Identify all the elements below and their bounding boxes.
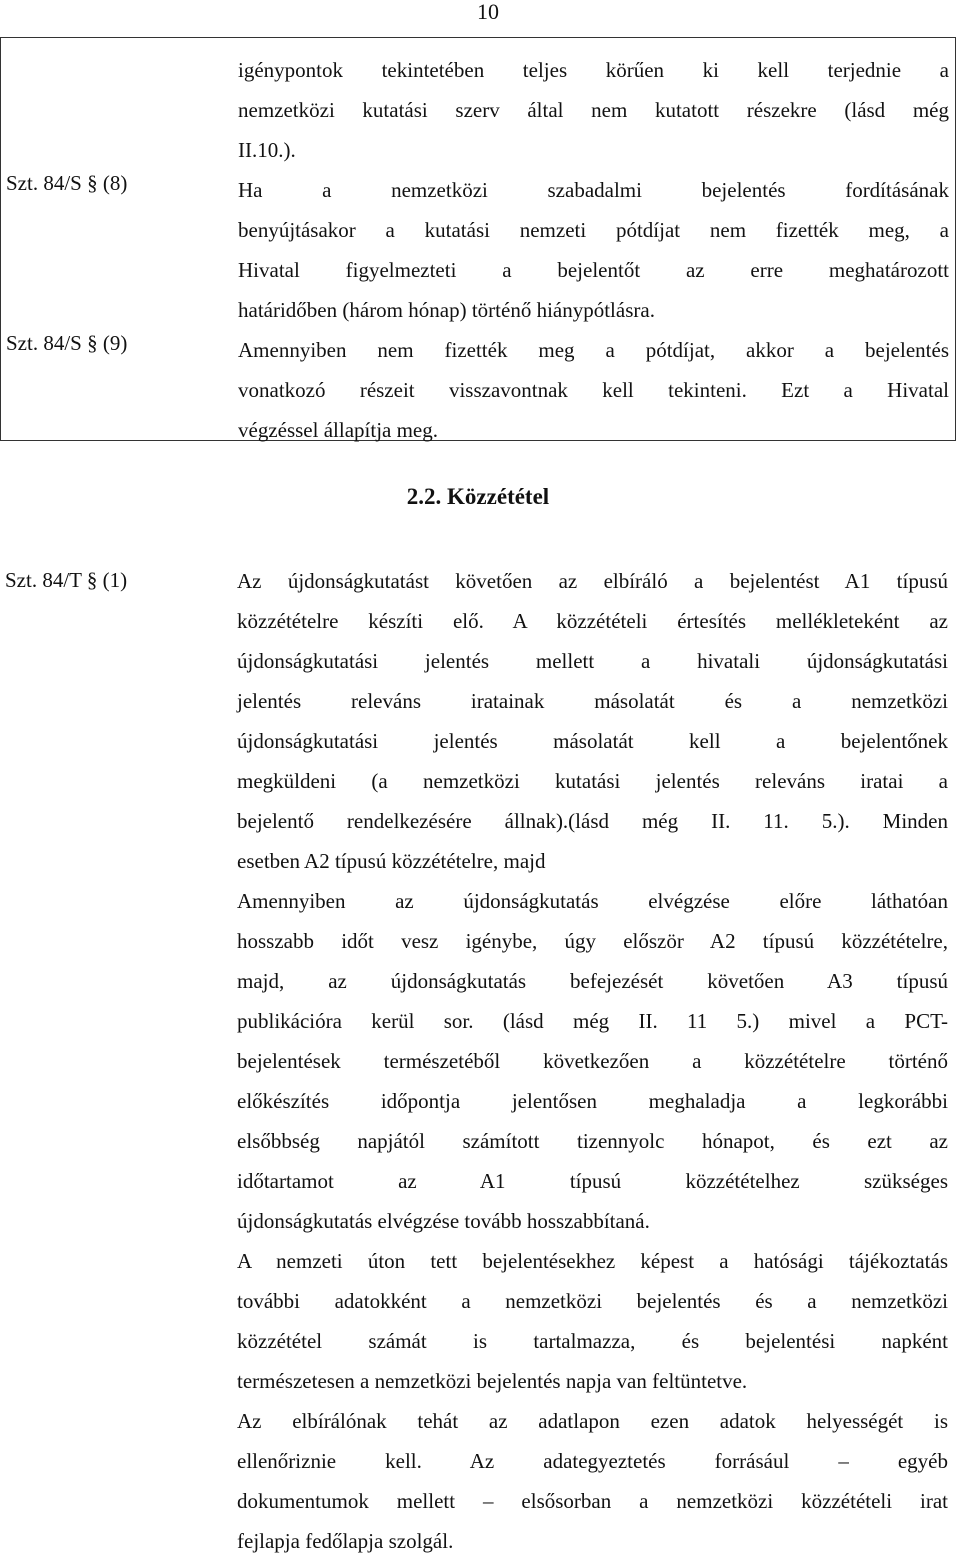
text-line: elsőbbség napjától számított tizennyolc hónapot, és ezt az bbox=[237, 1129, 948, 1153]
text-line: ellenőriznie kell. Az adategyeztetés forrásául – egyéb bbox=[237, 1449, 948, 1473]
text-line: II.10.). bbox=[238, 138, 296, 162]
body-paragraph bbox=[237, 561, 948, 881]
text-line: időtartamot az A1 típusú közzétételhez szükséges bbox=[237, 1169, 948, 1193]
text-line: bejelentő rendelkezésére állnak).(lásd még II. 11. 5.). Minden bbox=[237, 809, 948, 833]
text-line: nemzetközi kutatási szerv által nem kutatott részekre (lásd még bbox=[238, 98, 949, 122]
text-line: fejlapja fedőlapja szolgál. bbox=[237, 1529, 454, 1553]
text-line: vonatkozó részeit visszavontnak kell tekinteni. Ezt a Hivatal bbox=[238, 378, 949, 402]
text-line: benyújtásakor a kutatási nemzeti pótdíjat nem fizették meg, a bbox=[238, 218, 949, 242]
text-line: publikációra kerül sor. (lásd még II. 11 5.) mivel a PCT- bbox=[237, 1009, 948, 1033]
text-line: esetben A2 típusú közzétételre, majd bbox=[237, 849, 546, 873]
body-paragraph bbox=[237, 881, 948, 1241]
text-line: A nemzeti úton tett bejelentésekhez képest a hatósági tájékoztatás bbox=[237, 1249, 948, 1273]
text-line: újdonságkutatási jelentés másolatát kell a bejelentőnek bbox=[237, 729, 948, 753]
continuation-paragraph bbox=[238, 50, 949, 170]
text-line: újdonságkutatás elvégzése tovább hosszabbítaná. bbox=[237, 1209, 650, 1233]
entry-paragraph bbox=[238, 170, 949, 330]
entry-paragraph bbox=[238, 330, 949, 450]
continuation-text bbox=[238, 50, 949, 170]
text-line: Amennyiben nem fizették meg a pótdíjat, akkor a bejelentés bbox=[238, 338, 949, 362]
legal-reference: Szt. 84/T § (1) bbox=[5, 568, 128, 592]
entry-text bbox=[238, 170, 949, 330]
text-line: Amennyiben az újdonságkutatás elvégzése előre láthatóan bbox=[237, 889, 948, 913]
body-paragraph bbox=[237, 1401, 948, 1561]
text-line: dokumentumok mellett – elsősorban a nemzetközi közzétételi irat bbox=[237, 1489, 948, 1513]
section-body bbox=[237, 561, 948, 1561]
text-line: hosszabb időt vesz igénybe, úgy először A2 típusú közzétételre, bbox=[237, 929, 948, 953]
text-line: igénypontok tekintetében teljes körűen ki kell terjednie a bbox=[238, 58, 949, 82]
legal-reference: Szt. 84/S § (9) bbox=[6, 331, 128, 355]
text-line: határidőben (három hónap) történő hiánypótlásra. bbox=[238, 298, 655, 322]
text-line: további adatokként a nemzetközi bejelentés és a nemzetközi bbox=[237, 1289, 948, 1313]
text-line: Ha a nemzetközi szabadalmi bejelentés fordításának bbox=[238, 178, 949, 202]
page-number: 10 bbox=[477, 0, 499, 24]
text-line: Az újdonságkutatást követően az elbíráló a bejelentést A1 típusú bbox=[237, 569, 948, 593]
text-line: végzéssel állapítja meg. bbox=[238, 418, 439, 442]
entry-text bbox=[238, 330, 949, 450]
regulation-table bbox=[0, 37, 956, 441]
text-line: előkészítés időpontja jelentősen meghaladja a legkorábbi bbox=[237, 1089, 948, 1113]
text-line: Hivatal figyelmezteti a bejelentőt az erre meghatározott bbox=[238, 258, 949, 282]
text-line: majd, az újdonságkutatás befejezését követően A3 típusú bbox=[237, 969, 948, 993]
text-line: Az elbírálónak tehát az adatlapon ezen adatok helyességét is bbox=[237, 1409, 948, 1433]
legal-reference: Szt. 84/S § (8) bbox=[6, 171, 128, 195]
body-paragraph bbox=[237, 1241, 948, 1401]
text-line: bejelentések természetéből következően a közzétételre történő bbox=[237, 1049, 948, 1073]
text-line: közzétételre készíti elő. A közzétételi értesítés mellékleteként az bbox=[237, 609, 948, 633]
text-line: jelentés releváns iratainak másolatát és a nemzetközi bbox=[237, 689, 948, 713]
text-line: közzététel számát is tartalmazza, és bejelentési napként bbox=[237, 1329, 948, 1353]
text-line: természetesen a nemzetközi bejelentés napja van feltüntetve. bbox=[237, 1369, 748, 1393]
text-line: megküldeni (a nemzetközi kutatási jelentés releváns iratai a bbox=[237, 769, 948, 793]
text-line: újdonságkutatási jelentés mellett a hivatali újdonságkutatási bbox=[237, 649, 948, 673]
section-heading: 2.2. Közzététel bbox=[406, 484, 550, 509]
